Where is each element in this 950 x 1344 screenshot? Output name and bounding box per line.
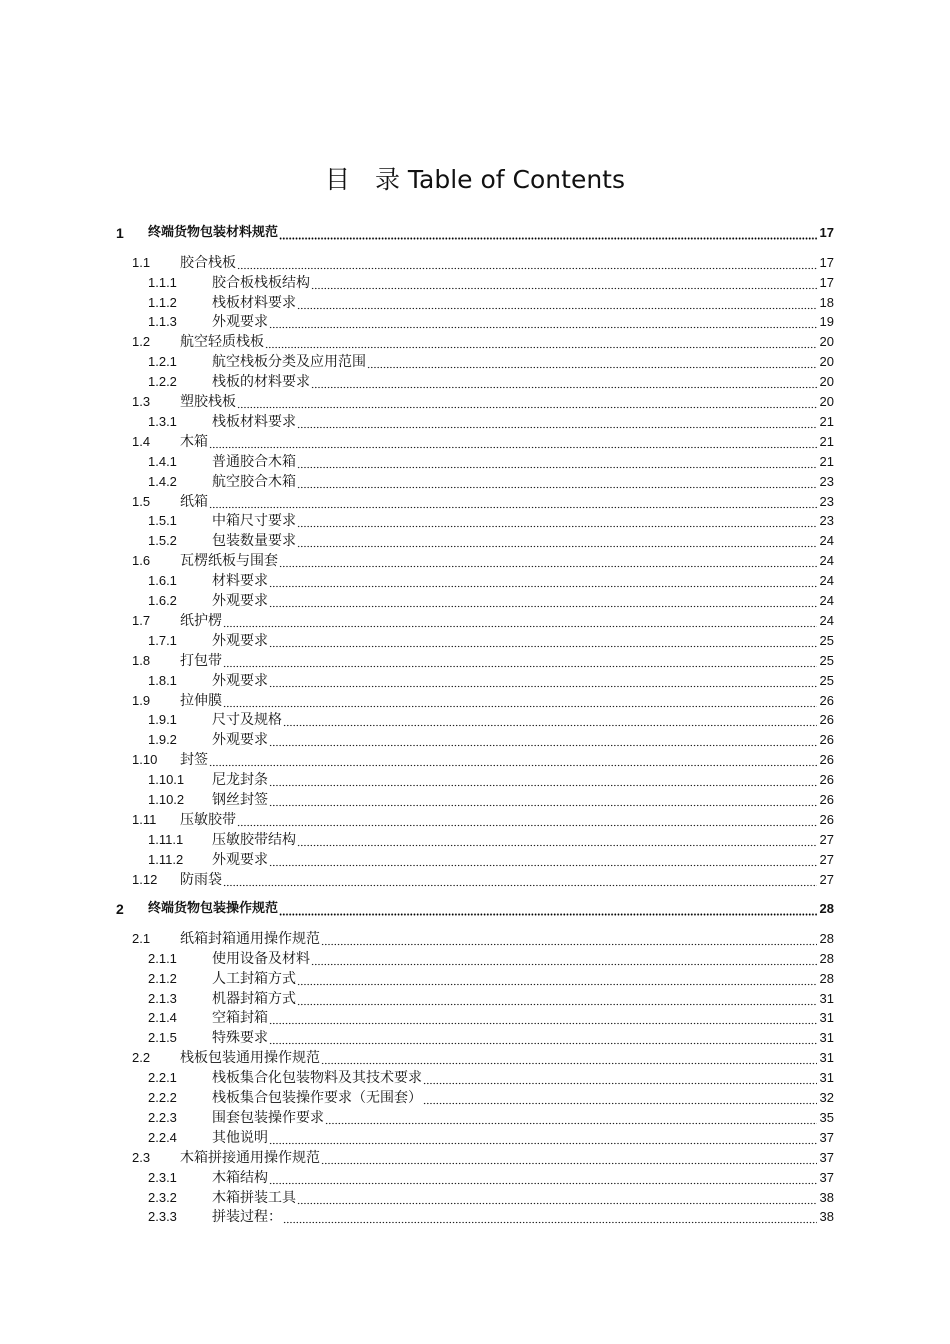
toc-title: 目 录 Table of Contents [324,165,626,194]
dot-leader [223,870,817,890]
toc-entry-number: 1.5.2 [148,533,177,549]
toc-entry-number: 1.9.1 [148,712,177,728]
toc-entry-number: 1.8 [132,652,151,668]
toc-entry-title: 使用设备及材料 [212,950,310,967]
toc-entry-number: 2.1.5 [148,1030,177,1046]
toc-entry-number: 1.10.1 [148,772,185,788]
toc-entry-page: 26 [819,692,834,708]
toc-entry-title: 栈板的材料要求 [212,374,310,391]
dot-leader [311,372,817,392]
toc-entry-number: 2 [116,901,124,918]
toc-entry-page: 27 [819,831,834,847]
dot-leader [269,1128,817,1148]
toc-entry-number: 1.10.2 [148,792,185,807]
toc-entry-page: 26 [819,792,834,807]
toc-entry[interactable] [0,949,950,969]
toc-entry-title: 压敏胶带 [180,811,236,828]
toc-entry-number: 1 [116,225,124,241]
dot-leader [223,691,817,711]
toc-entry-title: 拉伸膜 [180,692,222,709]
toc-entry[interactable] [0,591,950,611]
toc-entry-title: 航空轻质栈板 [180,334,264,351]
toc-entry-title: 栈板集合包装操作要求（无围套） [212,1090,422,1106]
toc-entry-title: 纸箱 [180,493,208,510]
toc-entry[interactable] [0,571,950,591]
toc-entry-page: 37 [819,1149,834,1165]
toc-entry-title: 纸护楞 [180,612,222,629]
toc-entry[interactable] [0,412,950,432]
toc-entry-page: 24 [819,593,834,608]
toc-entry[interactable] [0,273,950,293]
toc-entry-page: 23 [819,493,834,509]
toc-entry[interactable] [0,1028,950,1048]
toc-entry-number: 2.2.1 [148,1070,177,1086]
toc-entry-number: 2.1 [132,930,151,946]
toc-entry[interactable] [0,671,950,691]
toc-entry-title: 塑胶栈板 [180,394,236,410]
toc-entry-page: 21 [819,413,834,429]
dot-leader [297,472,817,492]
toc-entry[interactable] [0,1068,950,1088]
toc-entry-page: 31 [819,1030,834,1046]
toc-entry-page: 20 [819,334,834,350]
toc-entry-title: 航空胶合木箱 [212,473,296,490]
dot-leader [269,631,817,651]
toc-entry[interactable] [0,1048,950,1068]
toc-entry[interactable] [0,452,950,472]
toc-entry[interactable] [0,531,950,551]
dot-leader [279,899,817,919]
dot-leader [423,1088,817,1108]
dot-leader [209,492,817,512]
toc-entry-number: 1.5 [132,493,151,509]
toc-entry[interactable] [0,1148,950,1168]
toc-entry[interactable] [0,392,950,412]
dot-leader [311,273,817,293]
toc-entry-title: 其他说明 [212,1129,268,1146]
dot-leader [321,929,817,949]
toc-entry-number: 1.1 [132,254,151,270]
toc-entry-title: 栈板集合化包装物料及其技术要求 [212,1070,422,1087]
toc-entry-page: 24 [819,533,834,549]
toc-entry-page: 27 [819,851,834,867]
toc-entry-title: 普通胶合木箱 [212,453,296,470]
toc-entry-page: 26 [819,732,834,748]
toc-entry-number: 2.3.2 [148,1189,177,1205]
toc-entry-title: 拼装过程： [212,1209,282,1226]
toc-entry-number: 1.3 [132,394,151,409]
toc-entry[interactable] [0,492,950,512]
toc-entry-page: 37 [819,1129,834,1145]
toc-entry-title: 栈板材料要求 [212,413,296,430]
toc-entry-title: 终端货物包装操作规范 [148,901,279,917]
toc-entry-title: 打包带 [180,652,222,669]
toc-entry-page: 25 [819,652,834,668]
toc-entry-page: 28 [819,901,834,917]
toc-entry-title: 木箱结构 [212,1169,268,1186]
dot-leader [269,850,817,870]
toc-entry-page: 31 [819,1010,834,1026]
toc-entry[interactable] [0,770,950,790]
toc-entry-number: 1.10 [132,752,158,768]
toc-entry-page: 25 [819,672,834,688]
toc-entry[interactable] [0,810,950,830]
dot-leader [269,671,817,691]
toc-entry[interactable] [0,1168,950,1188]
toc-entry-page: 35 [819,1109,834,1125]
toc-entry-number: 1.4.1 [148,453,177,469]
dot-leader [237,392,817,412]
toc-entry-page: 21 [819,453,834,469]
dot-leader [283,1207,817,1227]
dot-leader [269,1028,817,1048]
toc-entry-number: 1.11 [132,811,157,827]
toc-entry-number: 2.3 [132,1149,151,1165]
dot-leader [269,591,817,611]
dot-leader [297,1188,817,1208]
toc-entry-number: 1.1.1 [148,274,177,290]
toc-entry-title: 中箱尺寸要求 [212,513,296,530]
toc-entry[interactable] [0,332,950,352]
toc-entry-title: 空箱封箱 [212,1010,268,1027]
dot-leader [269,1008,817,1028]
toc-entry-number: 2.1.4 [148,1010,177,1026]
toc-entry[interactable] [0,899,950,919]
toc-entry-title: 栈板材料要求 [212,294,296,311]
toc-entry[interactable] [0,1207,950,1227]
toc-entry-page: 32 [819,1090,834,1105]
toc-entry-number: 2.1.2 [148,970,177,986]
toc-entry[interactable] [0,312,950,332]
toc-entry-title: 木箱拼装工具 [212,1189,296,1206]
toc-entry[interactable] [0,1108,950,1128]
toc-entry-page: 24 [819,573,834,589]
toc-entry-number: 1.7 [132,612,151,628]
dot-leader [237,810,817,830]
toc-entry[interactable] [0,870,950,890]
dot-leader [279,223,817,243]
toc-entry-page: 20 [819,394,834,409]
dot-leader [237,253,817,273]
toc-entry[interactable] [0,223,950,243]
dot-leader [269,571,817,591]
toc-entry-title: 外观要求 [212,851,268,868]
toc-entry-page: 38 [819,1189,834,1205]
dot-leader [223,651,817,671]
toc-entry-number: 1.4.2 [148,473,177,489]
toc-entry-title: 机器封箱方式 [212,990,296,1007]
toc-entry-page: 38 [819,1209,834,1225]
toc-entry-title: 外观要求 [212,672,268,689]
toc-entry-title: 栈板包装通用操作规范 [180,1050,320,1067]
dot-leader [269,770,817,790]
toc-entry-number: 1.12 [132,871,158,887]
toc-entry-page: 17 [819,225,834,240]
dot-leader [325,1108,817,1128]
toc-entry-title: 瓦楞纸板与围套 [180,553,278,570]
dot-leader [423,1068,817,1088]
toc-entry-page: 21 [819,433,834,449]
toc-entry-page: 31 [819,1050,834,1066]
toc-entry-number: 1.6.2 [148,593,177,608]
dot-leader [209,750,817,770]
toc-entry-page: 27 [819,871,834,887]
toc-entry-number: 2.3.3 [148,1209,177,1225]
toc-entry-title: 木箱 [180,433,208,450]
toc-entry[interactable] [0,551,950,571]
toc-entry-page: 24 [819,612,834,628]
toc-entry-page: 18 [819,294,834,310]
toc-entry-number: 1.3.1 [148,413,177,429]
toc-entry-page: 37 [819,1169,834,1185]
toc-entry[interactable] [0,750,950,770]
toc-entry[interactable] [0,472,950,492]
toc-entry[interactable] [0,511,950,531]
dot-leader [321,1048,817,1068]
dot-leader [269,730,817,750]
toc-entry-page: 23 [819,473,834,489]
dot-leader [265,332,817,352]
toc-entry-number: 1.2 [132,334,151,350]
toc-entry-number: 1.1.3 [148,314,177,330]
toc-entry-page: 28 [819,950,834,966]
toc-entry[interactable] [0,253,950,273]
toc-entry-number: 1.2.1 [148,354,177,370]
toc-entry[interactable] [0,1008,950,1028]
toc-entry-title: 封签 [180,752,208,769]
toc-entry-page: 31 [819,1070,834,1086]
toc-entry-number: 2.1.1 [148,950,177,966]
dot-leader [223,611,817,631]
toc-entry-title: 航空栈板分类及应用范围 [212,354,366,371]
dot-leader [209,432,817,452]
dot-leader [297,989,817,1009]
toc-entry-number: 1.9.2 [148,732,177,748]
toc-entry-number: 2.2 [132,1050,151,1066]
toc-entry-title: 钢丝封签 [212,792,268,808]
toc-entry-page: 28 [819,970,834,986]
toc-entry-title: 尺寸及规格 [212,712,282,729]
toc-entry[interactable] [0,691,950,711]
dot-leader [311,949,817,969]
toc-entry-title: 围套包装操作要求 [212,1109,324,1126]
toc-entry-title: 包装数量要求 [212,533,296,550]
toc-entry[interactable] [0,293,950,313]
toc-entry-number: 2.2.4 [148,1129,177,1145]
toc-entry[interactable] [0,850,950,870]
toc-entry-title: 胶合板栈板结构 [212,274,310,291]
dot-leader [367,352,817,372]
toc-entry-number: 1.7.1 [148,632,177,648]
dot-leader [297,531,817,551]
toc-entry-page: 31 [819,990,834,1006]
toc-entry[interactable] [0,611,950,631]
toc-entry-number: 2.2.3 [148,1109,177,1125]
toc-entry-page: 28 [819,930,834,946]
toc-entry-number: 1.2.2 [148,374,177,390]
toc-entry-title: 胶合栈板 [180,254,236,271]
toc-entry[interactable] [0,352,950,372]
toc-entry-page: 26 [819,811,834,827]
toc-entry-page: 23 [819,513,834,529]
dot-leader [297,830,817,850]
toc-entry-page: 24 [819,553,834,569]
toc-entry-title: 防雨袋 [180,871,222,888]
toc-entry-title: 纸箱封箱通用操作规范 [180,930,320,947]
toc-entry-page: 26 [819,712,834,728]
toc-entry-number: 1.6 [132,553,151,569]
toc-entry-number: 1.11.1 [148,831,184,847]
toc-entry-title: 材料要求 [212,573,268,590]
toc-entry[interactable] [0,710,950,730]
toc-entry-title: 外观要求 [212,632,268,649]
toc-entry-title: 人工封箱方式 [212,970,296,987]
toc-entry-title: 外观要求 [212,314,268,331]
dot-leader [269,312,817,332]
toc-entry[interactable] [0,372,950,392]
toc-entry[interactable] [0,432,950,452]
toc-entry-page: 26 [819,772,834,788]
toc-entry[interactable] [0,730,950,750]
toc-entry-page: 17 [819,274,834,290]
toc-entry-page: 17 [819,254,834,270]
toc-entry-page: 20 [819,354,834,370]
toc-entry[interactable] [0,830,950,850]
toc-entry-number: 1.11.2 [148,851,184,867]
dot-leader [297,969,817,989]
toc-entry-page: 26 [819,752,834,768]
toc-entry-title: 压敏胶带结构 [212,831,296,848]
toc-entry[interactable] [0,790,950,810]
dot-leader [269,790,817,810]
toc-entry-number: 1.4 [132,433,151,449]
toc-entry-number: 2.3.1 [148,1169,177,1185]
toc-entry-number: 1.8.1 [148,672,177,688]
toc-entry-page: 25 [819,632,834,648]
dot-leader [297,511,817,531]
dot-leader [297,293,817,313]
dot-leader [297,452,817,472]
toc-entry-number: 1.1.2 [148,294,177,310]
toc-entry[interactable] [0,969,950,989]
toc-entry-title: 尼龙封条 [212,772,268,789]
toc-entry-page: 19 [819,314,834,330]
dot-leader [279,551,817,571]
toc-entry[interactable] [0,651,950,671]
toc-entry-number: 2.1.3 [148,990,177,1006]
toc-entry[interactable] [0,1188,950,1208]
toc-entry[interactable] [0,929,950,949]
toc-entry-title: 外观要求 [212,593,268,609]
toc-entry[interactable] [0,631,950,651]
toc-entry-number: 2.2.2 [148,1090,177,1105]
toc-entry-title: 终端货物包装材料规范 [148,225,279,240]
toc-entry[interactable] [0,989,950,1009]
toc-entry-title: 木箱拼接通用操作规范 [180,1149,320,1166]
toc-entry-page: 20 [819,374,834,390]
toc-entry-title: 特殊要求 [212,1030,268,1047]
dot-leader [321,1148,817,1168]
dot-leader [269,1168,817,1188]
toc-entry-number: 1.6.1 [148,573,177,589]
toc-entry-number: 1.5.1 [148,513,177,529]
toc-entry[interactable] [0,1088,950,1108]
dot-leader [283,710,817,730]
dot-leader [297,412,817,432]
toc-entry[interactable] [0,1128,950,1148]
toc-entry-title: 外观要求 [212,732,268,749]
toc-entry-number: 1.9 [132,692,151,708]
